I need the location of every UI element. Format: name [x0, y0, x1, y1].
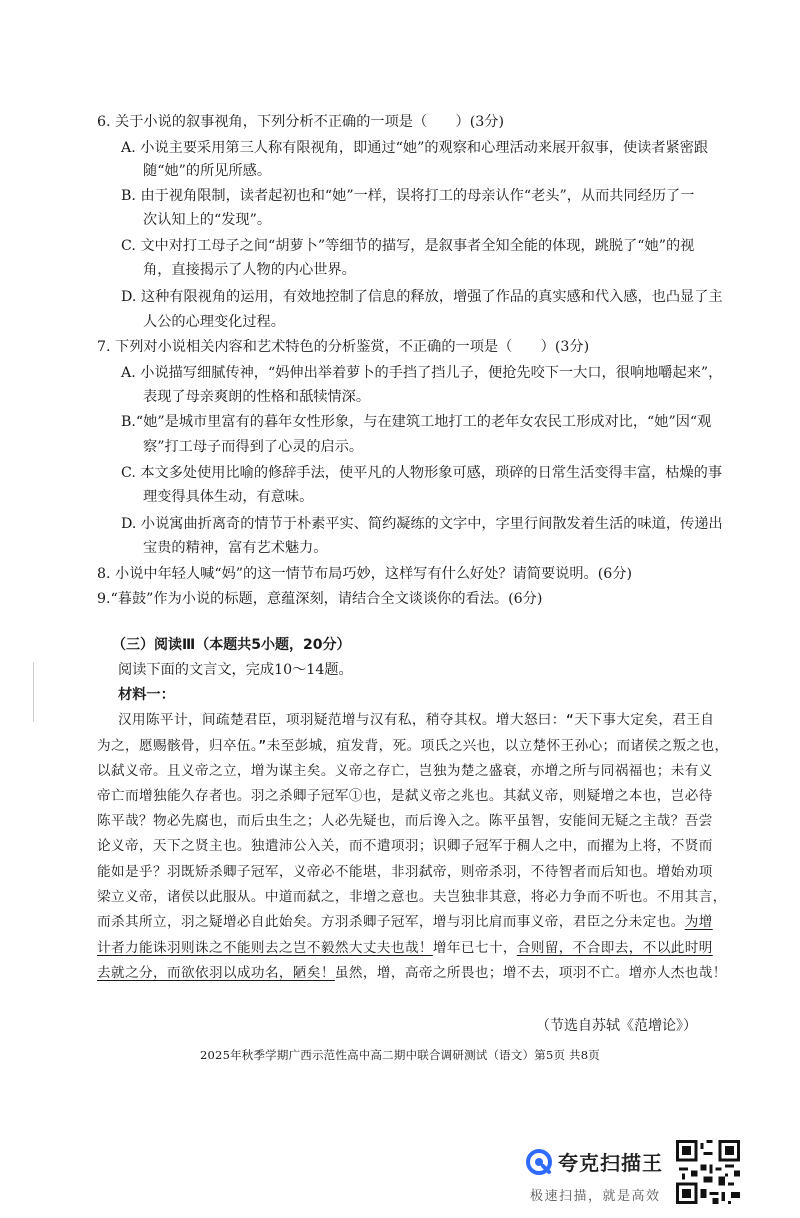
q6-option-a-cont: 随“她”的所见所感。 — [143, 163, 272, 179]
classical-text-line-3: 以弑义帝。且义帝之立，增为谋主矣。义帝之存亡，岂独为楚之盛衰，亦增之所与同祸福也；未有义 — [97, 763, 713, 779]
q7-option-a-cont: 表现了母亲爽朗的性格和舐犊情深。 — [143, 389, 371, 405]
underlined-phrase-4: 去就之分，而欲依羽以成功名，陋矣！ — [97, 965, 335, 981]
classical-text-line-4: 帝亡而增独能久存者也。羽之杀卿子冠军①也，是弑义帝之兆也。其弑义帝，则疑增之本也，岂必待 — [97, 788, 713, 804]
underlined-phrase-1: 为增 — [684, 914, 713, 930]
classical-text-line-11-plain: 虽然，增，高帝之所畏也；增不去，项羽不亡。增亦人杰也哉！ — [334, 965, 727, 981]
q6-option-b-cont: 次认知上的“发现”。 — [143, 212, 272, 228]
classical-text-line-6: 论义帝，天下之贤主也。独遣沛公入关，而不遣项羽；识卿子冠军于稠人之中，而擢为上将，不贤而 — [97, 838, 713, 854]
q7-option-b-cont: 察”打工母子而得到了心灵的启示。 — [143, 439, 364, 455]
q6-stem: 6. 关于小说的叙事视角，下列分析不正确的一项是（ ）(3分) — [97, 114, 505, 130]
q7-option-d-cont: 宝贵的精神，富有艺术魅力。 — [143, 540, 328, 556]
classical-text-line-9-plain: 而杀其所立，羽之疑增必自此始矣。方羽杀卿子冠军，增与羽比肩而事义帝，君臣之分未定也。 — [97, 914, 685, 930]
q6-option-c: C. 文中对打工母子之间“胡萝卜”等细节的描写，是叙事者全知全能的体现，跳脱了“她”的视 — [121, 238, 695, 254]
classical-text-line-11 — [97, 963, 727, 983]
q6-option-d: D. 这种有限视角的运用，有效地控制了信息的释放，增强了作品的真实感和代入感，也凸显了主 — [121, 289, 723, 305]
classical-text-line-8: 梁立义帝，诸侯以此服从。中道而弑之，非增之意也。夫岂独非其意，将必力争而不听也。不用其言， — [97, 889, 727, 905]
q7-option-a: A. 小说描写细腻传神，“妈伸出举着萝卜的手挡了挡儿子，便抢先咬下一大口，很响地嚼起来”， — [121, 365, 723, 381]
qr-code-icon — [676, 1140, 740, 1204]
q6-option-a: A. 小说主要采用第三人称有限视角，即通过“她”的观察和心理活动来展开叙事，使读者紧密跟 — [121, 140, 709, 156]
q7-option-b: B.“她”是城市里富有的暮年女性形象，与在建筑工地打工的老年女农民工形成对比，“她”因“观 — [121, 414, 712, 430]
underlined-phrase-3: 合则留，不合即去，不以此时明 — [516, 940, 713, 956]
classical-text-line-7: 能如是乎？羽既矫杀卿子冠军，义帝必不能堪，非羽弑帝，则帝杀羽，不待智者而后知也。增始劝项 — [97, 864, 713, 880]
page-footer: 2025年秋季学期广西示范性高中高二期中联合调研测试（语文）第5页 共8页 — [200, 1048, 600, 1062]
source-citation: （节选自苏轼《范增论》） — [536, 1018, 697, 1034]
q8: 8. 小说中年轻人喊“妈”的这一情节布局巧妙，这样写有什么好处？请简要说明。(6分) — [97, 566, 633, 582]
q6-option-c-cont: 角，直接揭示了人物的内心世界。 — [143, 262, 356, 278]
quark-logo-icon — [526, 1149, 552, 1175]
scanner-slogan: 极速扫描，就是高效 — [530, 1189, 661, 1204]
classical-text-line-5: 陈平哉？物必先腐也，而后虫生之；人必先疑也，而后谗入之。陈平虽智，安能间无疑之主哉？吾尝 — [97, 813, 713, 829]
classical-text-line-2: 为之，愿赐骸骨，归卒伍。”未至彭城，疽发背，死。项氏之兴也，以立楚怀王孙心；而诸侯之叛之也， — [97, 738, 729, 754]
q7-stem: 7. 下列对小说相关内容和艺术特色的分析鉴赏，不正确的一项是（ ）(3分) — [97, 339, 590, 355]
q6-option-d-cont: 人公的心理变化过程。 — [143, 314, 285, 330]
scanner-brand: 夸克扫描王 — [558, 1151, 663, 1175]
section3-instruction: 阅读下面的文言文，完成10～14题。 — [118, 662, 353, 678]
q7-option-c-cont: 理变得具体生动，有意味。 — [143, 489, 314, 505]
q7-option-d: D. 小说寓曲折离奇的情节于朴素平实、简约凝练的文字中，字里行间散发着生活的味道，传递出 — [121, 516, 723, 532]
classical-text-line-9 — [97, 912, 713, 932]
classical-text-line-10 — [97, 938, 713, 958]
q9: 9.“暮鼓”作为小说的标题，意蕴深刻，请结合全文谈谈你的看法。(6分) — [97, 591, 543, 607]
q6-option-b: B. 由于视角限制，读者起初也和“她”一样，误将打工的母亲认作“老头”，从而共同经历了一 — [121, 188, 695, 204]
classical-text-line-10-plain: 增年已七十， — [432, 940, 517, 956]
material-label: 材料一： — [118, 687, 175, 703]
margin-mark — [33, 662, 34, 722]
underlined-phrase-2: 计者力能诛羽则诛之不能则去之岂不毅然大丈夫也哉！ — [97, 940, 433, 956]
classical-text-line-1: 汉用陈平计，间疏楚君臣，项羽疑范增与汉有私，稍夺其权。增大怒曰：“天下事大定矣，君王自 — [118, 712, 715, 728]
q7-option-c: C. 本文多处使用比喻的修辞手法，使平凡的人物形象可感，琐碎的日常生活变得丰富，枯燥的事 — [121, 465, 723, 481]
section3-title: （三）阅读Ⅲ（本题共5小题，20分） — [112, 637, 351, 653]
